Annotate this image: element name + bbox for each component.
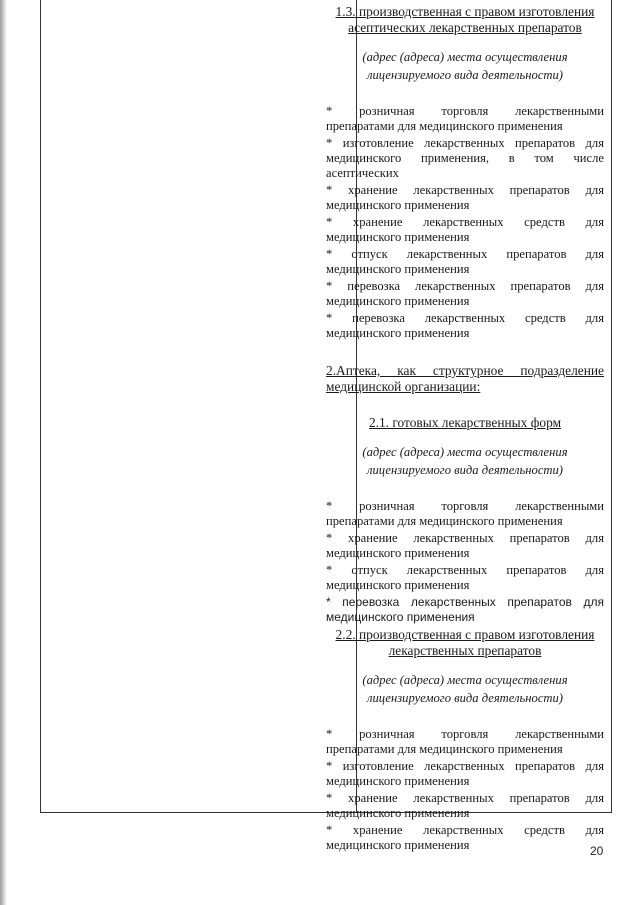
address-line: лицензируемого вида деятельности) [367, 68, 563, 82]
heading-line: 1.3. производственная с правом изготовления [335, 4, 595, 19]
table-right-column [326, 4, 604, 855]
activity-item: * изготовление лекарственных препаратов для медицинского применения [326, 759, 604, 788]
heading-line: 2.1. готовых лекарственных форм [368, 415, 562, 430]
address-placeholder [326, 671, 604, 707]
address-line: лицензируемого вида деятельности) [367, 691, 563, 705]
scan-edge-shadow [0, 0, 7, 905]
activity-item: * отпуск лекарственных препаратов для медицинского применения [326, 563, 604, 592]
activity-item: * перевозка лекарственных средств для медицинского применения [326, 311, 604, 340]
heading-line: 2.2. производственная с правом изготовления [335, 627, 595, 642]
activity-item: * розничная торговля лекарственными препаратами для медицинского применения [326, 727, 604, 756]
activity-item: * хранение лекарственных средств для медицинского применения [326, 215, 604, 244]
section-heading [326, 4, 604, 36]
activity-item: * перевозка лекарственных препаратов для медицинского применения [326, 595, 604, 624]
address-placeholder [326, 48, 604, 84]
section-heading [326, 627, 604, 659]
activity-item: * отпуск лекарственных препаратов для медицинского применения [326, 247, 604, 276]
heading-line: лекарственных препаратов [388, 643, 542, 658]
section-title: 2.Аптека, как структурное подразделение медицинской организации: [326, 363, 604, 394]
activity-item: * хранение лекарственных препаратов для медицинского применения [326, 531, 604, 560]
address-line: лицензируемого вида деятельности) [367, 463, 563, 477]
section-2-2 [326, 627, 604, 853]
page-number: 20 [590, 844, 604, 858]
activity-item: * розничная торговля лекарственными препаратами для медицинского применения [326, 104, 604, 133]
heading-line: асептических лекарственных препаратов [348, 20, 582, 35]
address-line: (адрес (адреса) места осуществления [362, 673, 568, 687]
activity-item: * изготовление лекарственных препаратов для медицинского применения, в том числе асептических [326, 136, 604, 180]
activity-item: * розничная торговля лекарственными препаратами для медицинского применения [326, 499, 604, 528]
address-line: (адрес (адреса) места осуществления [362, 445, 568, 459]
address-placeholder [326, 443, 604, 479]
section-2 [326, 363, 604, 625]
address-line: (адрес (адреса) места осуществления [362, 50, 568, 64]
activity-item: * перевозка лекарственных препаратов для медицинского применения [326, 279, 604, 308]
activity-item: * хранение лекарственных препаратов для медицинского применения [326, 183, 604, 212]
activity-item: * хранение лекарственных препаратов для медицинского применения [326, 791, 604, 820]
section-1-3 [326, 4, 604, 341]
section-heading [326, 415, 604, 431]
activity-item: * хранение лекарственных средств для медицинского применения [326, 823, 604, 852]
